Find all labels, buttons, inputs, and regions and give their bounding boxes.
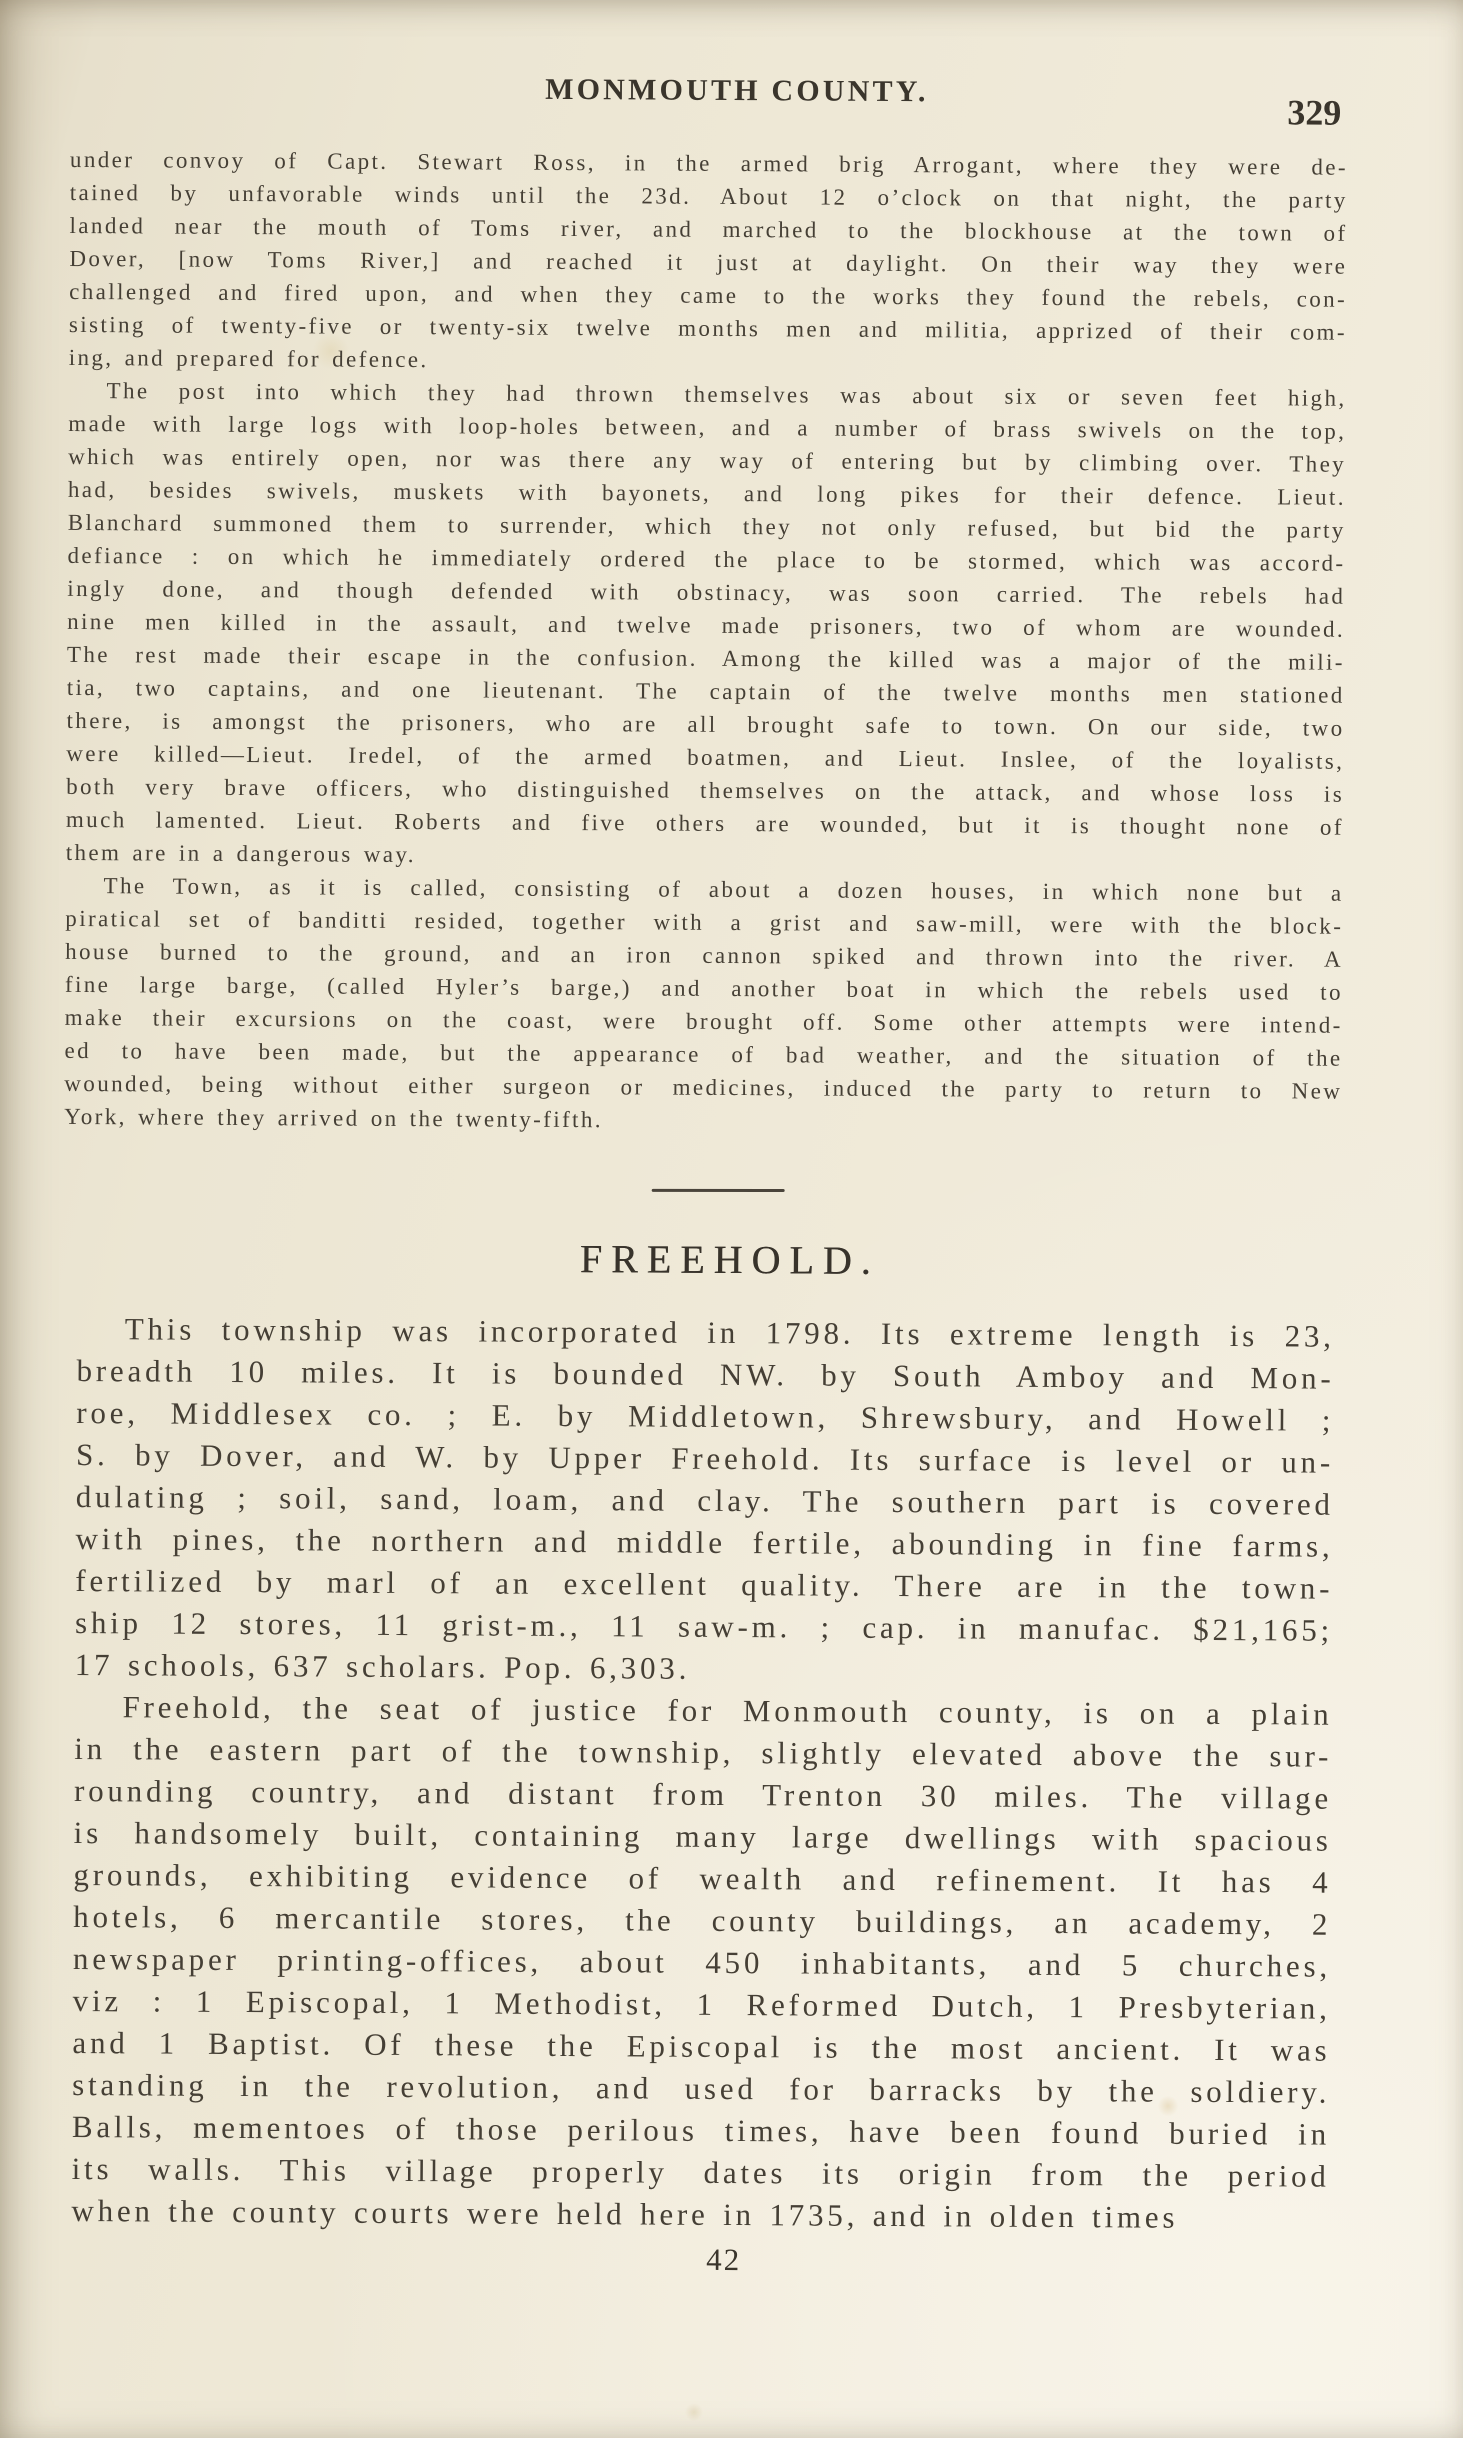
section-divider-rule xyxy=(652,1189,785,1192)
text-line: newspaper printing-offices, about 450 inhabitants, and 5 churches, xyxy=(72,1940,1332,1984)
text-line: make their excursions on the coast, were brought off. Some other attempts were intend- xyxy=(64,1004,1343,1038)
signature-number: 42 xyxy=(706,2241,742,2278)
text-line: piratical set of banditti resided, together with a grist and saw-mill, were with the block- xyxy=(65,905,1344,939)
text-line: The Town, as it is called, consisting of about a dozen houses, in which none but a xyxy=(103,873,1344,906)
toms-river-account-text xyxy=(64,143,1348,1141)
paragraph xyxy=(66,374,1347,877)
text-line: rounding country, and distant from Trenton 30 miles. The village xyxy=(73,1772,1333,1816)
text-line: nine men killed in the assault, and twelve made prisoners, two of whom are wounded. xyxy=(67,608,1346,642)
text-line: challenged and fired upon, and when they came to the works they found the rebels, con- xyxy=(69,278,1348,312)
text-line: ing, and prepared for defence. xyxy=(68,344,429,373)
text-line: fine large barge, (called Hyler’s barge,) and another boat in which the rebels used to xyxy=(64,971,1343,1005)
text-line: roe, Middlesex co. ; E. by Middletown, Shrewsbury, and Howell ; xyxy=(76,1395,1335,1438)
text-line: with pines, the northern and middle fertile, abounding in fine farms, xyxy=(75,1521,1334,1564)
text-line: landed near the mouth of Toms river, and marched to the blockhouse at the town of xyxy=(69,212,1348,246)
text-line: viz : 1 Episcopal, 1 Methodist, 1 Reformed Dutch, 1 Presbyterian, xyxy=(72,1982,1331,2026)
text-line: which was entirely open, nor was there any way of entering but by climbing over. They xyxy=(68,443,1347,477)
text-line: them are in a dangerous way. xyxy=(65,839,417,868)
text-line: under convoy of Capt. Stewart Ross, in the armed brig Arrogant, where they were de- xyxy=(69,146,1349,180)
freehold-description-text xyxy=(71,1308,1335,2240)
text-line: hotels, 6 mercantile stores, the county buildings, an academy, 2 xyxy=(73,1898,1332,1942)
text-line: The post into which they had thrown themselves was about six or seven feet high, xyxy=(106,378,1347,411)
text-line: its walls. This village properly dates its origin from the period xyxy=(71,2150,1330,2194)
running-title: MONMOUTH COUNTY. xyxy=(545,72,929,109)
paragraph xyxy=(71,1686,1332,2240)
paragraph xyxy=(75,1308,1335,1694)
text-line: dulating ; soil, sand, loam, and clay. The southern part is covered xyxy=(75,1479,1334,1522)
text-line: defiance : on which he immediately ordered the place to be stormed, which was accord- xyxy=(67,542,1346,576)
text-line: grounds, exhibiting evidence of wealth and refinement. It has 4 xyxy=(73,1856,1332,1900)
text-line: ed to have been made, but the appearance of bad weather, and the situation of the xyxy=(64,1037,1343,1071)
text-line: house burned to the ground, and an iron cannon spiked and thrown into the river. A xyxy=(65,938,1344,972)
text-line: standing in the revolution, and used for barracks by the soldiery. xyxy=(72,2066,1331,2110)
text-line: ingly done, and though defended with obstinacy, was soon carried. The rebels had xyxy=(67,575,1346,609)
text-line: tia, two captains, and one lieutenant. The captain of the twelve months men stationed xyxy=(66,674,1345,708)
paragraph xyxy=(64,869,1344,1141)
text-line: Freehold, the seat of justice for Monmouth county, is on a plain xyxy=(122,1689,1333,1732)
text-line: Balls, mementoes of those perilous times, have been found buried in xyxy=(71,2108,1331,2152)
text-line: breadth 10 miles. It is bounded NW. by South Amboy and Mon- xyxy=(76,1353,1335,1396)
text-line: much lamented. Lieut. Roberts and five others are wounded, but it is thought none of xyxy=(65,806,1344,840)
text-line: were killed—Lieut. Iredel, of the armed boatmen, and Lieut. Inslee, of the loyalists, xyxy=(66,740,1345,774)
text-line: wounded, being without either surgeon or medicines, induced the party to return to New xyxy=(64,1070,1343,1104)
paragraph xyxy=(69,143,1348,382)
text-line: and 1 Baptist. Of these the Episcopal is the most ancient. It was xyxy=(72,2024,1331,2068)
text-line: had, besides swivels, muskets with bayonets, and long pikes for their defence. Lieut. xyxy=(67,476,1347,510)
text-line: S. by Dover, and W. by Upper Freehold. Its surface is level or un- xyxy=(75,1437,1335,1480)
text-line: sisting of twenty-five or twenty-six twelve months men and militia, apprized of their com- xyxy=(68,311,1348,345)
text-line: in the eastern part of the township, slightly elevated above the sur- xyxy=(74,1731,1333,1774)
text-line: both very brave officers, who distinguished themselves on the attack, and whose loss is xyxy=(66,773,1345,807)
text-line: tained by unfavorable winds until the 23d. About 12 o’clock on that night, the party xyxy=(69,179,1348,213)
text-line: York, where they arrived on the twenty-fifth. xyxy=(64,1103,604,1133)
text-line: ship 12 stores, 11 grist-m., 11 saw-m. ; cap. in manufac. $21,165; xyxy=(74,1605,1334,1648)
text-line: fertilized by marl of an excellent quality. There are in the town- xyxy=(75,1563,1334,1606)
text-line: This township was incorporated in 1798. Its extreme length is 23, xyxy=(124,1311,1335,1354)
text-line: when the county courts were held here in 1735, and in olden times xyxy=(71,2192,1179,2235)
text-line: The rest made their escape in the confusion. Among the killed was a major of the mili- xyxy=(66,641,1345,675)
text-line: Blanchard summoned them to surrender, which they not only refused, but bid the party xyxy=(67,509,1346,543)
text-line: made with large logs with loop-holes between, and a number of brass swivels on the top, xyxy=(68,410,1347,444)
page-number: 329 xyxy=(1287,92,1342,133)
text-line: is handsomely built, containing many large dwellings with spacious xyxy=(73,1814,1332,1858)
text-line: 17 schools, 637 scholars. Pop. 6,303. xyxy=(74,1647,691,1686)
text-line: Dover, [now Toms River,] and reached it just at daylight. On their way they were xyxy=(69,245,1348,279)
freehold-section-heading: FREEHOLD. xyxy=(579,1236,880,1283)
text-line: there, is amongst the prisoners, who are all brought safe to town. On our side, two xyxy=(66,707,1345,741)
